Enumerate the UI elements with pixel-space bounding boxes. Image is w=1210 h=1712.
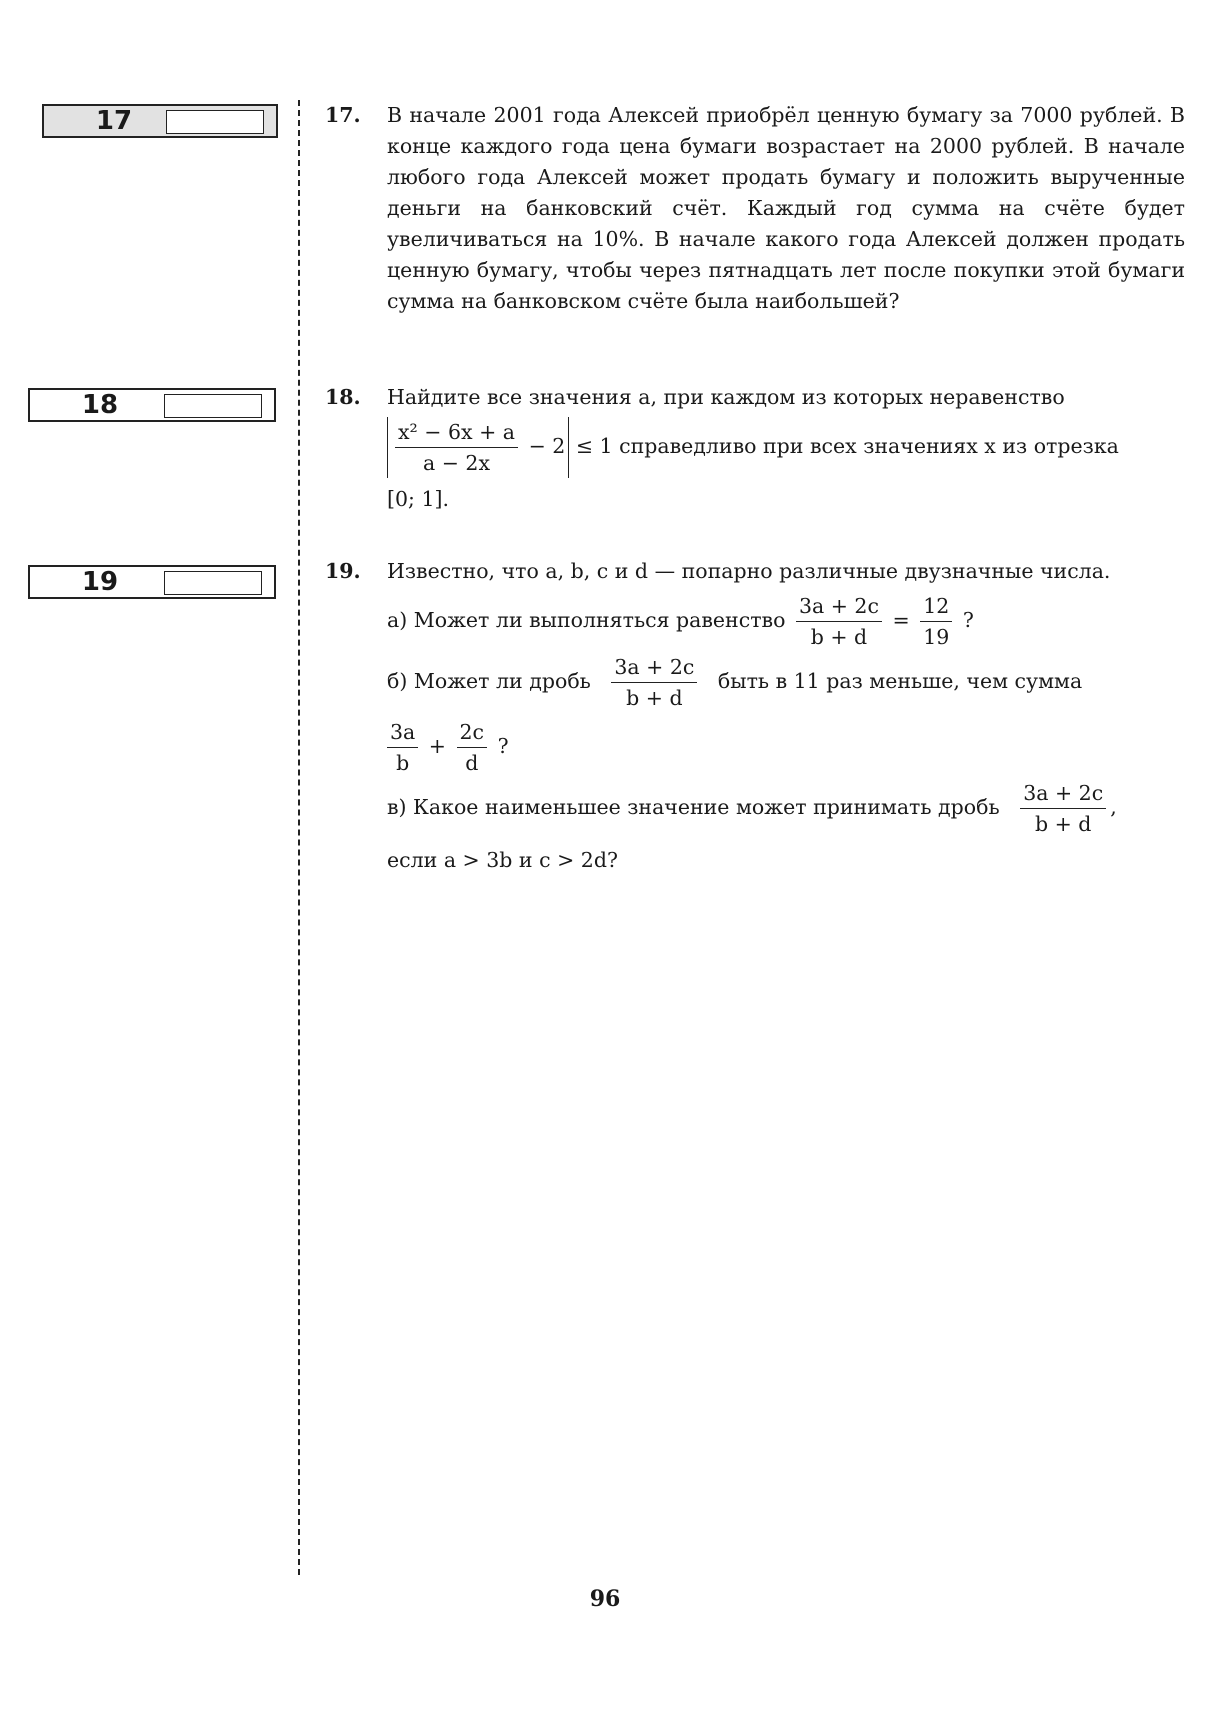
numerator: 3a + 2c [1020, 778, 1106, 809]
question-mark: ? [497, 734, 509, 758]
interval: [0; 1]. [387, 487, 450, 511]
comma: , [1110, 795, 1117, 819]
cut-line [298, 100, 300, 1575]
denominator: b [396, 751, 410, 775]
answer-field[interactable] [164, 394, 262, 418]
denominator: b + d [1034, 812, 1092, 836]
task-18-intro: Найдите все значения a, при каждом из которых неравенство [387, 385, 1065, 409]
task-19-part-b [387, 652, 1185, 713]
task-number: 18. [325, 385, 361, 409]
task-17 [325, 100, 1185, 317]
fraction [395, 417, 518, 478]
task-19-part-a [387, 591, 1185, 652]
fraction [1020, 778, 1106, 839]
fraction [920, 591, 952, 652]
numerator: 2c [457, 717, 488, 748]
answer-box-number: 17 [95, 106, 133, 136]
part-c-text: в) Какое наименьшее значение может принимать дробь [387, 795, 1000, 819]
answer-box-number: 19 [81, 567, 119, 597]
part-b-tail: быть в 11 раз меньше, чем сумма [717, 669, 1083, 693]
answer-box-17 [42, 104, 278, 138]
task-18-inequality-line [387, 417, 1185, 478]
task-19 [325, 556, 1185, 876]
equals: = [892, 608, 910, 632]
fraction [457, 717, 488, 778]
numerator: 3a + 2c [611, 652, 697, 683]
task-18 [325, 382, 1185, 515]
fraction [796, 591, 882, 652]
task-19-sum [387, 717, 1185, 778]
answer-box-number: 18 [81, 390, 119, 420]
denominator: b + d [626, 686, 683, 710]
denominator: a − 2x [422, 451, 491, 475]
answer-box-19 [28, 565, 276, 599]
task-18-tail: справедливо при всех значениях x из отрезка [619, 434, 1119, 458]
answer-box-18 [28, 388, 276, 422]
absolute-value [387, 417, 569, 478]
answer-field[interactable] [164, 571, 262, 595]
numerator: 3a [387, 717, 418, 748]
minus-two: − 2 [528, 434, 566, 458]
task-number: 19. [325, 559, 361, 583]
denominator: d [465, 751, 479, 775]
page-number: 96 [589, 1586, 621, 1612]
answer-field[interactable] [166, 110, 264, 134]
task-19-condition: если a > 3b и c > 2d? [387, 848, 618, 872]
question-mark: ? [962, 608, 974, 632]
task-19-intro: Известно, что a, b, c и d — попарно различные двузначные числа. [387, 559, 1111, 583]
denominator: 19 [923, 625, 950, 649]
task-19-part-c [387, 778, 1185, 839]
task-17-text: В начале 2001 года Алексей приобрёл ценную бумагу за 7000 рублей. В конце каждого года цена бумаги возрастает на 2000 рублей. В начале любого года Алексей может продать бумагу и положить вырученные деньги на банковский счёт. Каждый год сумма на счёте будет увеличиваться на 10%. В начале какого года Алексей должен продать ценную бумагу, чтобы через пятнадцать лет после покупки этой бумаги сумма на банковском счёте была наибольшей? [387, 103, 1185, 313]
task-number: 17. [325, 103, 361, 127]
denominator: b + d [810, 625, 868, 649]
fraction [611, 652, 697, 713]
part-b-text: б) Может ли дробь [387, 669, 591, 693]
plus: + [428, 734, 446, 758]
numerator: x² − 6x + a [395, 417, 518, 448]
numerator: 3a + 2c [796, 591, 882, 622]
fraction [387, 717, 418, 778]
numerator: 12 [920, 591, 952, 622]
part-a-text: а) Может ли выполняться равенство [387, 608, 786, 632]
relation: ≤ 1 [575, 434, 613, 458]
